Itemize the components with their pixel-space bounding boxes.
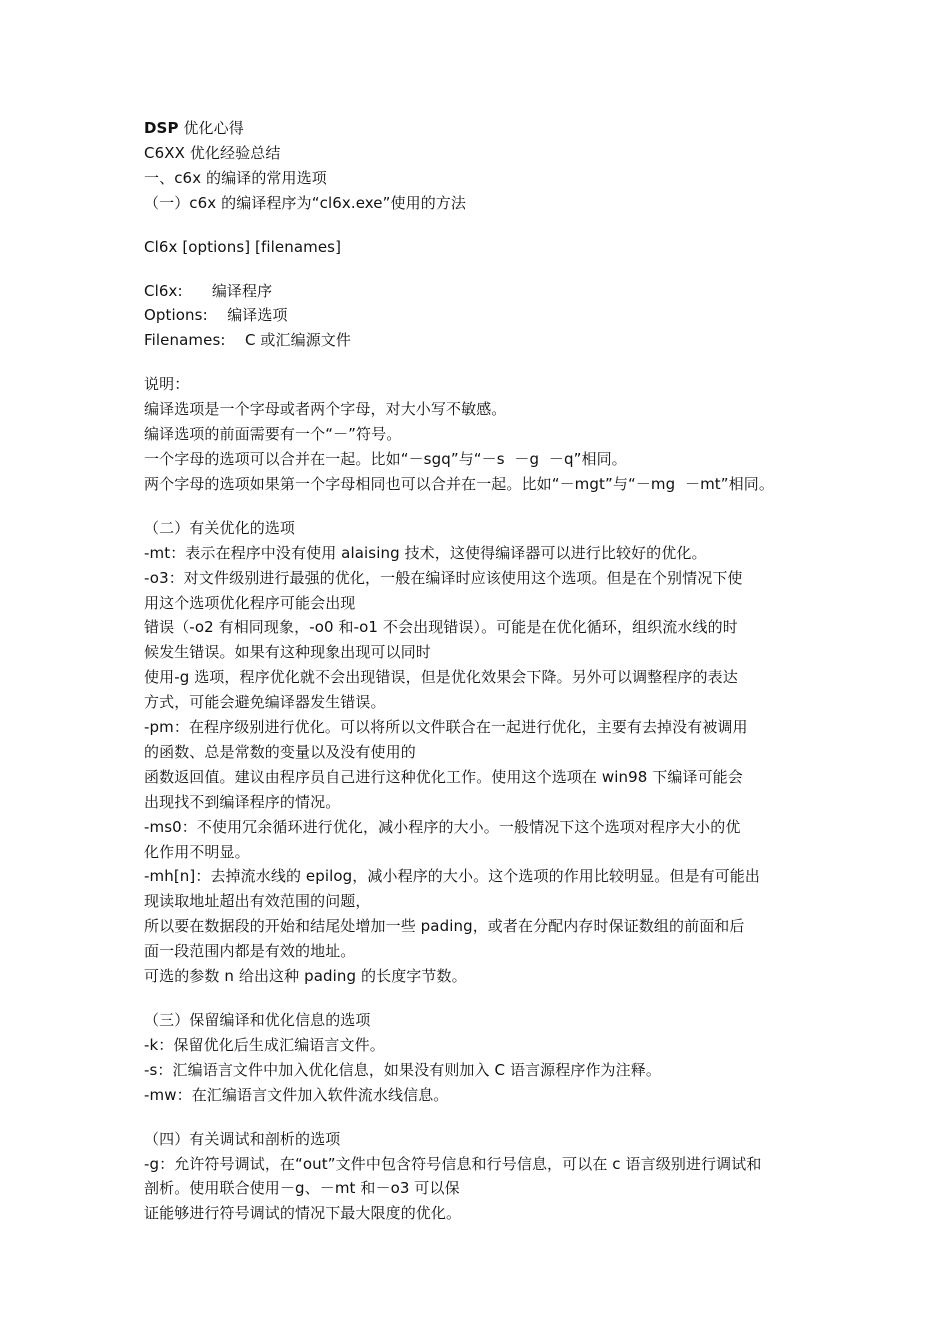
spacer xyxy=(144,1108,812,1127)
paragraph-line: 出现找不到编译程序的情况。 xyxy=(144,792,341,811)
paragraph-line: 剖析。使用联合使用－g、－mt 和－o3 可以保 xyxy=(144,1179,460,1198)
definition-line: Options: 编译选项 xyxy=(144,306,288,325)
paragraph-line: -pm：在程序级别进行优化。可以将所以文件联合在一起进行优化，主要有去掉没有被调用 xyxy=(144,718,748,737)
note-line: 一个字母的选项可以合并在一起。比如“－sgq”与“－s －g －q”相同。 xyxy=(144,449,627,468)
paragraph-line: -g：允许符号调试，在“out”文件中包含符号信息和行号信息，可以在 c 语言级别进行调试和 xyxy=(144,1154,762,1173)
title-rest: 优化心得 xyxy=(178,119,244,137)
paragraph-line: 使用-g 选项，程序优化就不会出现错误，但是优化效果会下降。另外可以调整程序的表达 xyxy=(144,668,738,687)
document-body xyxy=(144,116,812,1226)
paragraph-line: 证能够进行符号调试的情况下最大限度的优化。 xyxy=(144,1204,462,1223)
usage-line: Cl6x [options] [filenames] xyxy=(144,237,342,256)
document-title xyxy=(144,116,812,141)
paragraph-line: -mh[n]：去掉流水线的 epilog，减小程序的大小。这个选项的作用比较明显。但是有可能出 xyxy=(144,867,760,886)
paragraph-line: 错误（-o2 有相同现象，-o0 和-o1 不会出现错误）。可能是在优化循环，组织流水线的时 xyxy=(144,618,738,637)
paragraph-line: -o3：对文件级别进行最强的优化，一般在编译时应该使用这个选项。但是在个别情况下使 xyxy=(144,568,743,587)
paragraph-line: -mt：表示在程序中没有使用 alaising 技术，这使得编译器可以进行比较好的优化。 xyxy=(144,543,707,562)
spacer xyxy=(144,216,812,235)
paragraph-line: 方式，可能会避免编译器发生错误。 xyxy=(144,693,386,712)
paragraph-line: 化作用不明显。 xyxy=(144,842,250,861)
definition-line: Filenames: C 或汇编源文件 xyxy=(144,331,352,350)
paragraph-line: -ms0：不使用冗余循环进行优化，减小程序的大小。一般情况下这个选项对程序大小的优 xyxy=(144,817,741,836)
paragraph-line: 面一段范围内都是有效的地址。 xyxy=(144,942,356,961)
spacer xyxy=(144,497,812,516)
paragraph-line: -s：汇编语言文件中加入优化信息，如果没有则加入 C 语言源程序作为注释。 xyxy=(144,1060,661,1079)
section-heading-1: 一、c6x 的编译的常用选项 xyxy=(144,168,327,187)
definition-line: Cl6x: 编译程序 xyxy=(144,281,273,300)
paragraph-line: 所以要在数据段的开始和结尾处增加一些 pading，或者在分配内存时保证数组的前面和后 xyxy=(144,917,745,936)
paragraph-line: -mw：在汇编语言文件加入软件流水线信息。 xyxy=(144,1085,449,1104)
section-heading-4: （四）有关调试和剖析的选项 xyxy=(144,1129,341,1148)
spacer xyxy=(144,353,812,372)
paragraph-line: 用这个选项优化程序可能会出现 xyxy=(144,593,356,612)
spacer xyxy=(144,989,812,1008)
note-line: 编译选项是一个字母或者两个字母，对大小写不敏感。 xyxy=(144,400,507,419)
section-heading-2: （二）有关优化的选项 xyxy=(144,518,296,537)
paragraph-line: 可选的参数 n 给出这种 pading 的长度字节数。 xyxy=(144,967,467,986)
spacer xyxy=(144,260,812,279)
section-heading-1-1: （一）c6x 的编译程序为“cl6x.exe”使用的方法 xyxy=(144,193,466,212)
notes-heading: 说明： xyxy=(144,375,190,394)
title-bold: DSP xyxy=(144,119,179,137)
paragraph-line: 候发生错误。如果有这种现象出现可以同时 xyxy=(144,643,431,662)
paragraph-line: 现读取地址超出有效范围的问题， xyxy=(144,892,371,911)
note-line: 编译选项的前面需要有一个“－”符号。 xyxy=(144,425,402,444)
paragraph-line: 函数返回值。建议由程序员自己进行这种优化工作。使用这个选项在 win98 下编译可能会 xyxy=(144,767,743,786)
note-line: 两个字母的选项如果第一个字母相同也可以合并在一起。比如“－mgt”与“－mg －mt”相同。 xyxy=(144,474,774,493)
document-subtitle: C6XX 优化经验总结 xyxy=(144,143,281,162)
paragraph-line: -k：保留优化后生成汇编语言文件。 xyxy=(144,1035,385,1054)
paragraph-line: 的函数、总是常数的变量以及没有使用的 xyxy=(144,742,416,761)
section-heading-3: （三）保留编译和优化信息的选项 xyxy=(144,1011,371,1029)
